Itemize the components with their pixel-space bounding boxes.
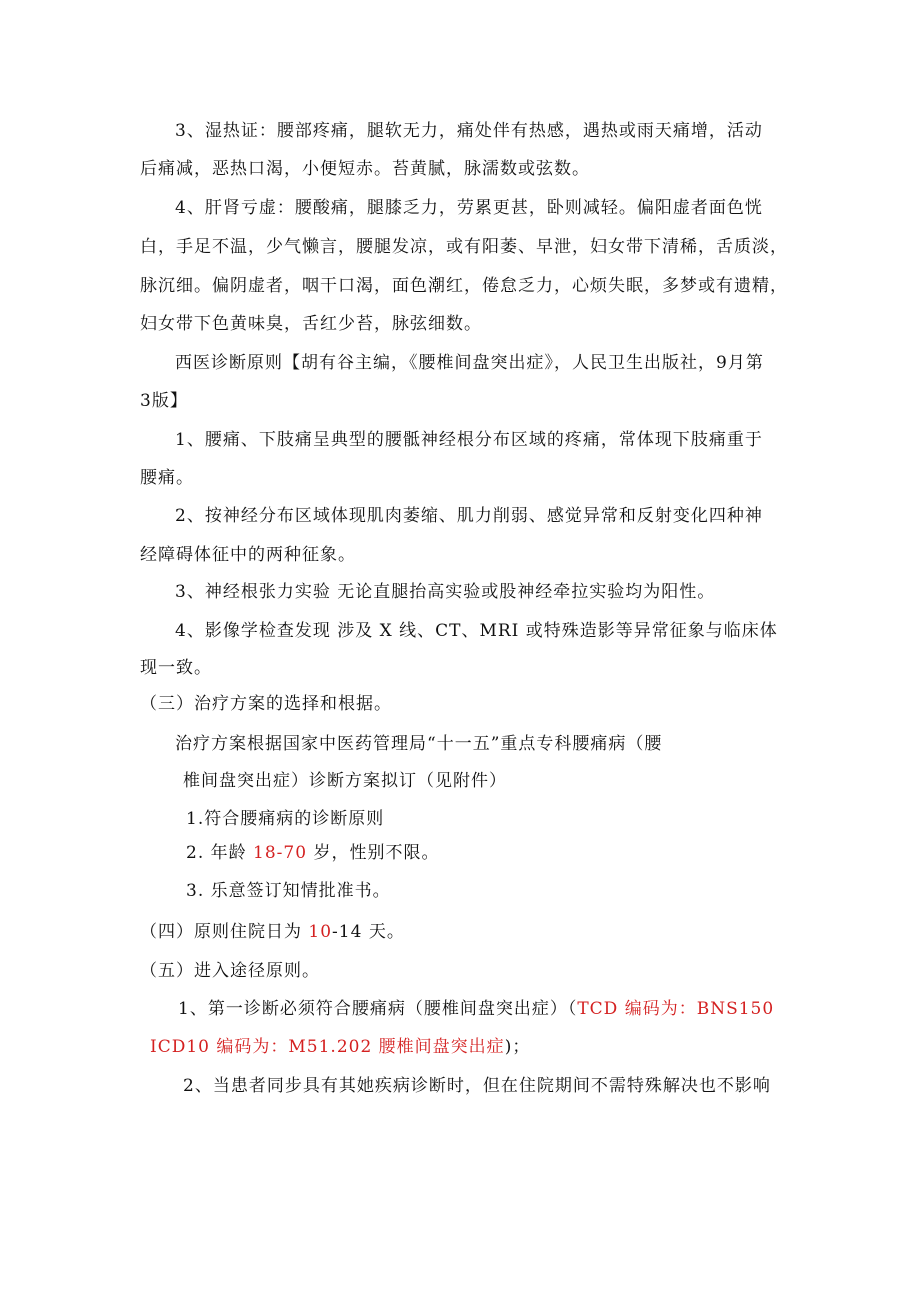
sec3-item3: 3. 乐意签订知情批准书。 (186, 881, 391, 901)
sec3-item2 (186, 842, 439, 864)
sec4-line (140, 921, 405, 943)
sec4-pre: （四）原则住院日为 (140, 922, 309, 942)
w2-line2: 经障碍体征中的两种征象。 (140, 545, 356, 565)
w4-line1: 4、影像学检查发现 涉及 X 线、CT、MRI 或特殊造影等异常征象与临床体 (175, 621, 778, 641)
w2-line1: 2、按神经分布区域体现肌肉萎缩、肌力削弱、感觉异常和反射变化四种神 (175, 506, 763, 526)
western-line2: 3版】 (140, 391, 188, 411)
sec3-item1: 1.符合腰痛病的诊断原则 (186, 809, 385, 829)
western-line1: 西医诊断原则【胡有谷主编，《腰椎间盘突出症》，人民卫生出版社，9月第 (175, 353, 764, 373)
w4-line2: 现一致。 (140, 658, 212, 678)
sec4-post: -14 天。 (332, 922, 405, 942)
sec3-para1: 治疗方案根据国家中医药管理局“十一五”重点专科腰痛病（腰 (175, 734, 663, 754)
sec5-line2 (150, 1036, 530, 1058)
sec5-line1 (178, 998, 774, 1020)
sec5-line1-pre: 1、第一诊断必须符合腰痛病（腰椎间盘突出症）（ (178, 999, 578, 1019)
s2-line1: 4、肝肾亏虚：腰酸痛，腿膝乏力，劳累更甚，卧则减轻。偏阳虚者面色恍 (175, 198, 763, 218)
s1-line2: 后痛减，恶热口渴，小便短赤。苔黄腻，脉濡数或弦数。 (140, 159, 590, 179)
s2-line4: 妇女带下色黄味臭，舌红少苔，脉弦细数。 (140, 314, 482, 334)
sec3-para2: 椎间盘突出症）诊断方案拟订（见附件） (183, 771, 507, 791)
sec3-item2-post: 岁，性别不限。 (307, 843, 440, 863)
sec5-heading: （五）进入途径原则。 (140, 961, 320, 981)
icd10-code: ICD10 编码为：M51.202 腰椎间盘突出症 (150, 1037, 505, 1057)
sec3-item2-pre: 2. 年龄 (186, 843, 254, 863)
s2-line2: 白，手足不温，少气懒言，腰腿发凉，或有阳萎、早泄，妇女带下清稀，舌质淡， (140, 237, 788, 257)
w1-line2: 腰痛。 (140, 468, 194, 488)
sec5-line3: 2、当患者同步具有其她疾病诊断时，但在住院期间不需特殊解决也不影响 (183, 1076, 771, 1096)
stay-days-start: 10 (308, 922, 333, 942)
sec5-line2-post: )； (504, 1037, 531, 1057)
w3-line1: 3、神经根张力实验 无论直腿抬高实验或股神经牵拉实验均为阳性。 (175, 582, 716, 602)
tcd-code: TCD 编码为：BNS150 (577, 999, 775, 1019)
s2-line3: 脉沉细。偏阴虚者，咽干口渴，面色潮红，倦怠乏力，心烦失眠，多梦或有遗精， (140, 276, 788, 296)
w1-line1: 1、腰痛、下肢痛呈典型的腰骶神经根分布区域的疼痛，常体现下肢痛重于 (175, 430, 763, 450)
s1-line1: 3、湿热证：腰部疼痛，腿软无力，痛处伴有热感，遇热或雨天痛增，活动 (175, 121, 763, 141)
sec3-heading: （三）治疗方案的选择和根据。 (140, 694, 392, 714)
age-range: 18-70 (253, 843, 308, 863)
